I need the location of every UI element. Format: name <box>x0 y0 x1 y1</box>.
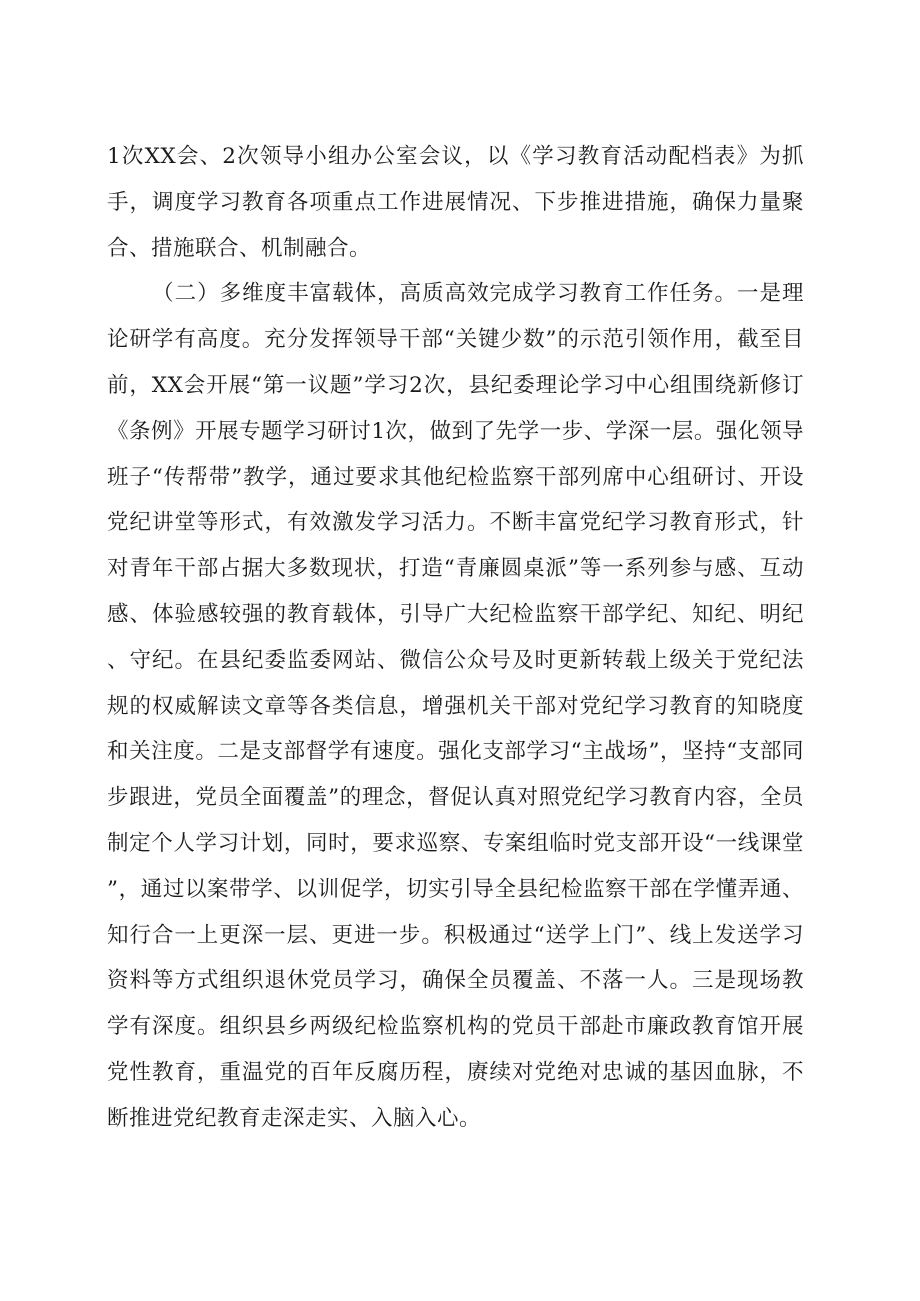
paragraph-meeting-summary: 1次XX会、2次领导小组办公室会议，以《学习教育活动配档表》为抓手，调度学习教育各项重点工作进展情况、下步推进措施，确保力量聚合、措施联合、机制融合。 <box>107 144 804 261</box>
document-body <box>107 134 804 1142</box>
paragraph-learning-carriers: （二）多维度丰富载体，高质高效完成学习教育工作任务。一是理论研学有高度。充分发挥领导干部“关键少数”的示范引领作用，截至目前，XX会开展“第一议题”学习2次，县纪委理论学习中心组围绕新修订《条例》开展专题学习研讨1次，做到了先学一步、学深一层。强化领导班子“传帮带”教学，通过要求其他纪检监察干部列席中心组研讨、开设党纪讲堂等形式，有效激发学习活力。不断丰富党纪学习教育形式，针对青年干部占据大多数现状，打造“青廉圆桌派”等一系列参与感、互动感、体验感较强的教育载体，引导广大纪检监察干部学纪、知纪、明纪、守纪。在县纪委监委网站、微信公众号及时更新转载上级关于党纪法规的权威解读文章等各类信息，增强机关干部对党纪学习教育的知晓度和关注度。二是支部督学有速度。强化支部学习“主战场”，坚持“支部同步跟进，党员全面覆盖”的理念，督促认真对照党纪学习教育内容，全员制定个人学习计划，同时，要求巡察、专案组临时党支部开设“一线课堂”，通过以案带学、以训促学，切实引导全县纪检监察干部在学懂弄通、知行合一上更深一层、更进一步。积极通过“送学上门”、线上发送学习资料等方式组织退休党员学习，确保全员覆盖、不落一人。三是现场教学有深度。组织县乡两级纪检监察机构的党员干部赴市廉政教育馆开展党性教育，重温党的百年反腐历程，赓续对党绝对忠诚的基因血脉，不断推进党纪教育走深走实、入脑入心。 <box>107 281 804 1131</box>
